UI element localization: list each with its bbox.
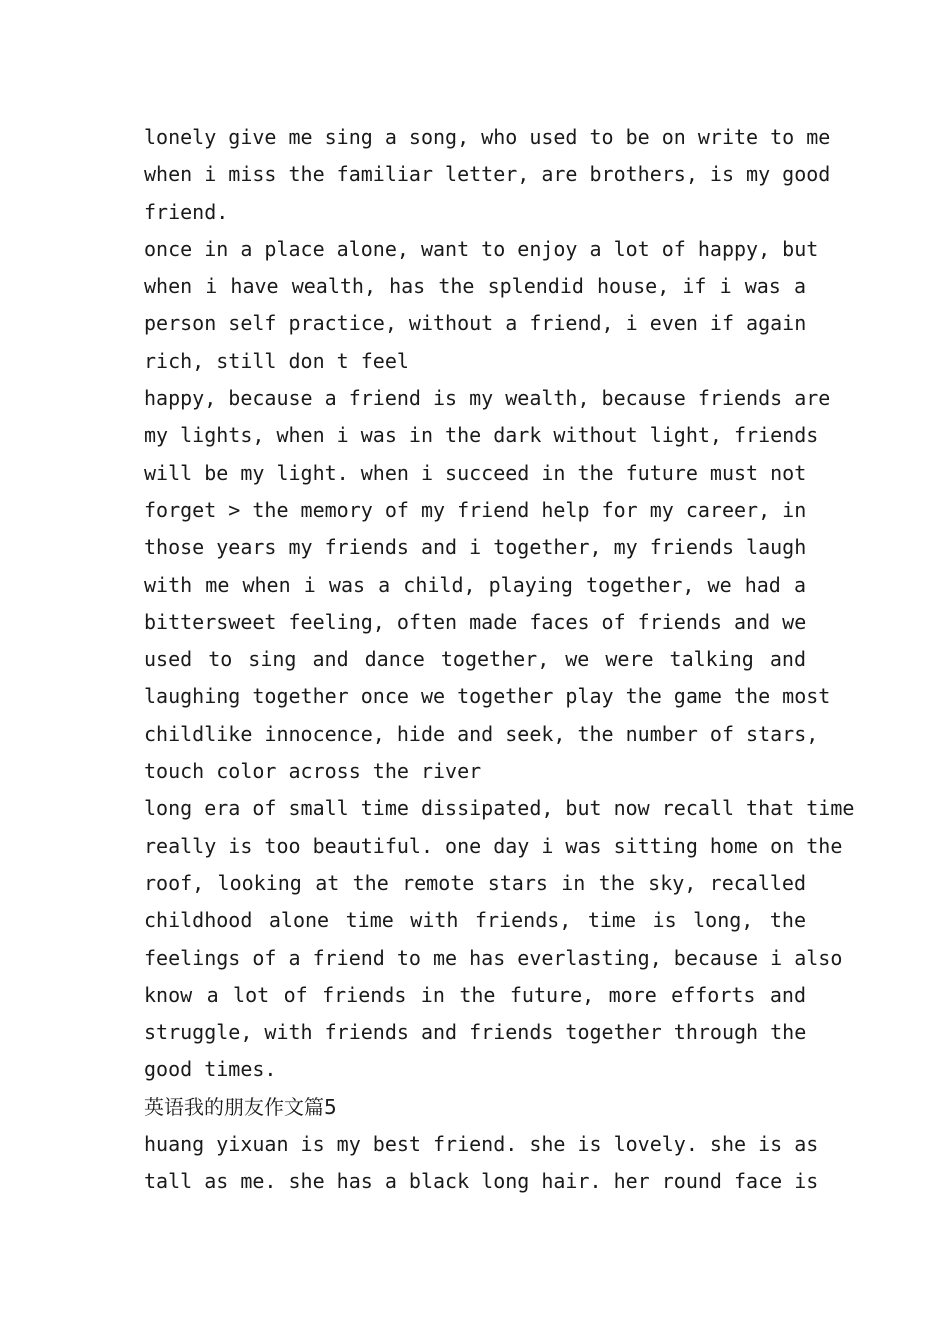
text-line: huang yixuan is my best friend. she is lovely. she is as bbox=[144, 1132, 819, 1157]
text-line: good times. bbox=[144, 1057, 277, 1082]
text-line: when i have wealth, has the splendid house, if i was a bbox=[144, 274, 806, 299]
text-line: with me when i was a child, playing together, we had a bbox=[144, 572, 806, 597]
text-line: know a lot of friends in the future, more efforts and bbox=[144, 982, 806, 1007]
text-line: will be my light. when i succeed in the future must not bbox=[144, 460, 807, 485]
text-line: childhood alone time with friends, time is long, the bbox=[144, 908, 806, 933]
text-line: feelings of a friend to me has everlasting, because i also bbox=[144, 945, 843, 970]
text-line: person self practice, without a friend, i even if again bbox=[144, 311, 807, 336]
paragraph bbox=[144, 790, 855, 1088]
text-line: those years my friends and i together, my friends laugh bbox=[144, 535, 807, 560]
text-line: used to sing and dance together, we were talking and bbox=[144, 647, 806, 672]
text-line: when i miss the familiar letter, are brothers, is my good bbox=[144, 162, 831, 187]
text-line: my lights, when i was in the dark without light, friends bbox=[144, 423, 819, 448]
paragraph bbox=[144, 231, 819, 380]
paragraph bbox=[144, 380, 831, 790]
text-line: long era of small time dissipated, but now recall that time bbox=[144, 796, 855, 821]
text-line: touch color across the river bbox=[144, 759, 482, 784]
document-body bbox=[144, 119, 855, 1201]
text-line: once in a place alone, want to enjoy a lot of happy, but bbox=[144, 236, 819, 261]
text-line: struggle, with friends and friends together through the bbox=[144, 1020, 807, 1045]
text-line: laughing together once we together play the game the most bbox=[144, 684, 831, 709]
text-line: childlike innocence, hide and seek, the number of stars, bbox=[144, 721, 819, 746]
section-heading: 英语我的朋友作文篇5 bbox=[144, 1094, 337, 1119]
text-line: bittersweet feeling, often made faces of friends and we bbox=[144, 609, 807, 634]
text-line: forget > the memory of my friend help for my career, in bbox=[144, 497, 807, 522]
paragraph bbox=[144, 119, 831, 231]
text-line: happy, because a friend is my wealth, because friends are bbox=[144, 386, 831, 411]
text-line: rich, still don t feel bbox=[144, 348, 409, 373]
text-line: really is too beautiful. one day i was sitting home on the bbox=[144, 833, 843, 858]
paragraph bbox=[144, 1126, 819, 1201]
text-line: lonely give me sing a song, who used to be on write to me bbox=[144, 125, 831, 149]
text-line: friend. bbox=[144, 199, 229, 224]
text-line: roof, looking at the remote stars in the sky, recalled bbox=[144, 870, 806, 895]
text-line: tall as me. she has a black long hair. her round face is bbox=[144, 1169, 819, 1194]
